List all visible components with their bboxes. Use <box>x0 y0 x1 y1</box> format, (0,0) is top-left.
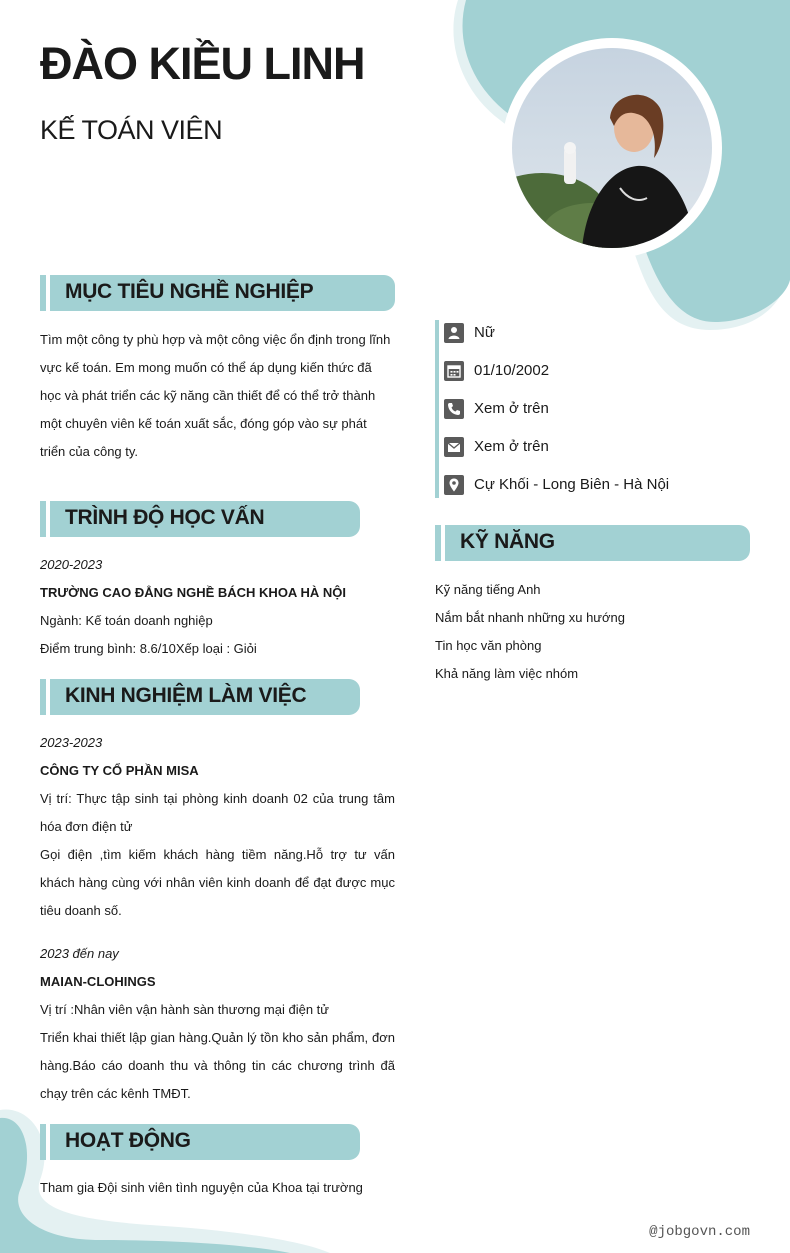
contact-divider <box>435 320 439 498</box>
education-school: TRƯỜNG CAO ĐẲNG NGHỀ BÁCH KHOA HÀ NỘI <box>40 585 346 600</box>
envelope-icon <box>444 437 464 457</box>
avatar <box>512 48 712 248</box>
contact-text: Cự Khối - Long Biên - Hà Nội <box>474 476 670 493</box>
contact-text: Xem ở trên <box>474 400 549 417</box>
job-description-line: tiêu doanh số. <box>40 903 122 918</box>
job-description-line: Vị trí :Nhân viên vận hành sàn thương mại điện tử <box>40 1002 329 1017</box>
footer-watermark: @jobgovn.com <box>649 1224 750 1240</box>
activities-text: Tham gia Đội sinh viên tình nguyện của Khoa tại trường <box>40 1180 363 1195</box>
contact-text: Nữ <box>474 324 495 341</box>
job-description-line: Vị trí: Thực tập sinh tại phòng kinh doanh 02 của trung tâm <box>40 791 395 806</box>
education-major: Ngành: Kế toán doanh nghiệp <box>40 613 213 628</box>
experience-section-header <box>40 679 360 715</box>
job-description-line: chạy trên các kênh TMĐT. <box>40 1086 191 1101</box>
job-company: CÔNG TY CỔ PHẦN MISA <box>40 763 199 778</box>
objective-title: MỤC TIÊU NGHỀ NGHIỆP <box>65 280 314 303</box>
education-gpa: Điểm trung bình: 8.6/10Xếp loại : Giỏi <box>40 641 257 656</box>
job-description-line: Triển khai thiết lập gian hàng.Quản lý tồn kho sản phẩm, đơn <box>40 1030 395 1045</box>
activities-title: HOẠT ĐỘNG <box>65 1129 191 1152</box>
phone-icon <box>444 399 464 419</box>
contact-text: 01/10/2002 <box>474 362 550 379</box>
skills-title: KỸ NĂNG <box>460 530 555 553</box>
job-description-line: hàng.Báo cáo doanh thu và thông tin các chương trình đã <box>40 1058 395 1073</box>
objective-line: học và phát triển các kỹ năng cần thiết để có thể trở thành <box>40 388 376 403</box>
job-description-line: Gọi điện ,tìm kiếm khách hàng tiềm năng.Hỗ trợ tư vấn <box>40 847 395 862</box>
profile-photo <box>512 48 712 248</box>
job-title: KẾ TOÁN VIÊN <box>40 115 223 145</box>
education-period: 2020-2023 <box>40 557 103 572</box>
location-pin-icon <box>444 475 464 495</box>
skill-item: Nắm bắt nhanh những xu hướng <box>435 610 625 625</box>
objective-line: vực kế toán. Em mong muốn có thể áp dụng kiến thức đã <box>40 360 372 375</box>
objective-line: một chuyên viên kế toán xuất sắc, đóng góp vào sự phát <box>40 416 367 431</box>
person-icon <box>444 323 464 343</box>
objective-line: triển của công ty. <box>40 444 139 459</box>
job-period: 2023-2023 <box>40 735 103 750</box>
contact-text: Xem ở trên <box>474 438 549 455</box>
skills-section-header <box>435 525 750 561</box>
job-company: MAIAN-CLOHINGS <box>40 974 156 989</box>
job-period: 2023 đến nay <box>40 946 119 961</box>
candidate-name: ĐÀO KIỀU LINH <box>40 38 365 89</box>
objective-section-header <box>40 275 395 311</box>
activities-section-header <box>40 1124 360 1160</box>
education-title: TRÌNH ĐỘ HỌC VẤN <box>65 506 265 529</box>
job-description-line: khách hàng cùng với nhân viên kinh doanh để đạt được mục <box>40 875 395 890</box>
skill-item: Kỹ năng tiếng Anh <box>435 582 541 597</box>
skill-item: Khả năng làm việc nhóm <box>435 666 579 681</box>
education-section-header <box>40 501 360 537</box>
skill-item: Tin học văn phòng <box>435 638 542 653</box>
job-description-line: hóa đơn điện tử <box>40 819 133 834</box>
objective-line: Tìm một công ty phù hợp và một công việc ổn định trong lĩnh <box>40 332 391 347</box>
experience-title: KINH NGHIỆM LÀM VIỆC <box>65 684 307 707</box>
calendar-icon <box>444 361 464 381</box>
